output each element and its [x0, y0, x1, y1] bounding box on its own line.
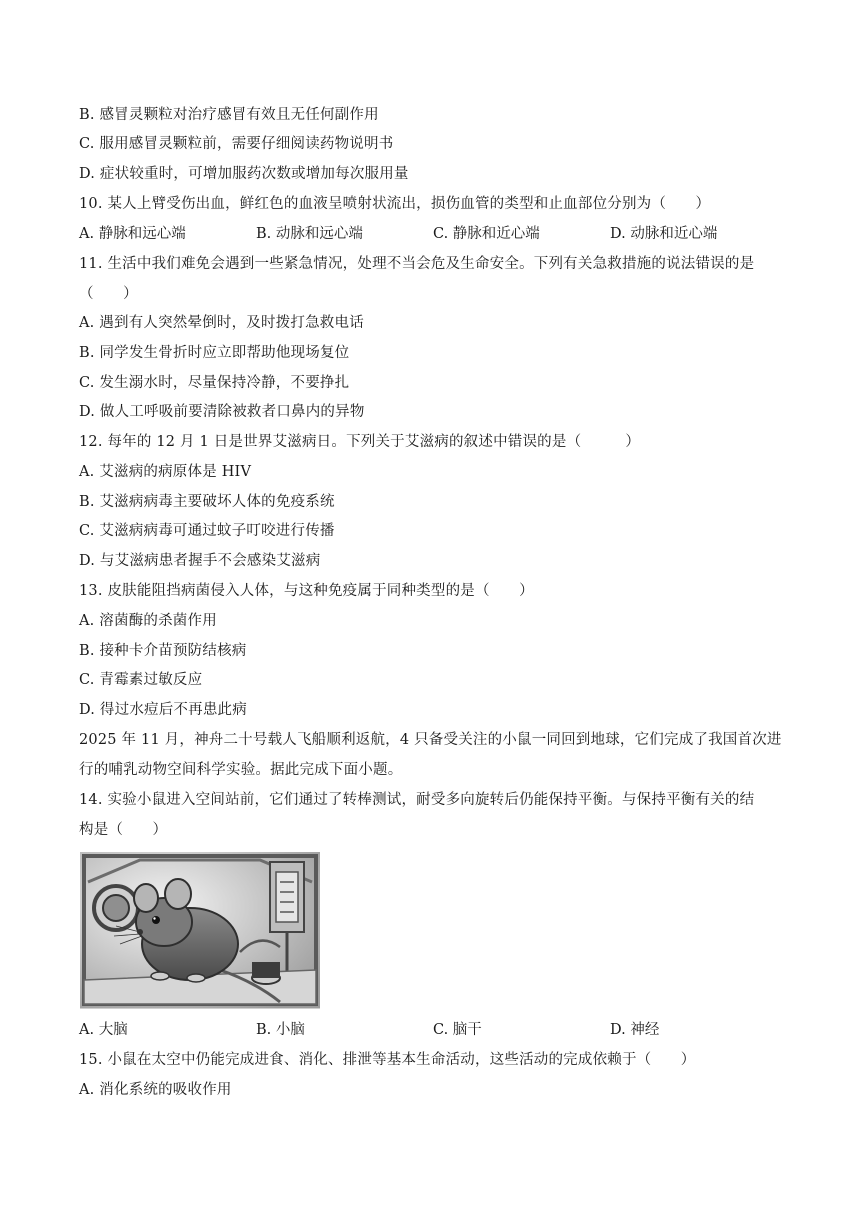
- passage-line-1: 2025 年 11 月，神舟二十号载人飞船顺利返航，4 只备受关注的小鼠一同回到地球，它们完成了我国首次进: [79, 732, 782, 748]
- q13-option-a: A. 溶菌酶的杀菌作用: [79, 613, 217, 629]
- q10-stem: 10. 某人上臂受伤出血，鲜红色的血液呈喷射状流出，损伤血管的类型和止血部位分别为（ ）: [79, 196, 711, 212]
- q11-stem-bracket: （ ）: [79, 286, 138, 302]
- q15-option-a: A. 消化系统的吸收作用: [79, 1082, 232, 1098]
- q11-option-c: C. 发生溺水时，尽量保持冷静，不要挣扎: [79, 375, 350, 391]
- q13-option-b: B. 接种卡介苗预防结核病: [79, 643, 247, 659]
- q10-option-a: A. 静脉和远心端: [79, 226, 186, 242]
- q12-option-a: A. 艾滋病的病原体是 HIV: [79, 464, 252, 480]
- q14-option-a: A. 大脑: [79, 1022, 128, 1038]
- q12-option-b: B. 艾滋病病毒主要破坏人体的免疫系统: [79, 494, 335, 510]
- q13-option-d: D. 得过水痘后不再患此病: [79, 702, 247, 718]
- q13-option-c: C. 青霉素过敏反应: [79, 672, 203, 688]
- q12-stem: 12. 每年的 12 月 1 日是世界艾滋病日。下列关于艾滋病的叙述中错误的是（ ）: [79, 434, 641, 450]
- mouse-in-space-station-image: [80, 852, 320, 1009]
- q9-option-d: D. 症状较重时，可增加服药次数或增加每次服用量: [79, 166, 409, 182]
- q14-option-b: B. 小脑: [256, 1022, 305, 1038]
- q14-option-d: D. 神经: [610, 1022, 660, 1038]
- passage-line-2: 行的哺乳动物空间科学实验。据此完成下面小题。: [79, 762, 403, 778]
- q14-option-c: C. 脑干: [433, 1022, 482, 1038]
- q11-stem: 11. 生活中我们难免会遇到一些紧急情况，处理不当会危及生命安全。下列有关急救措施的说法错误的是: [79, 256, 755, 272]
- q14-stem: 14. 实验小鼠进入空间站前，它们通过了转棒测试，耐受多向旋转后仍能保持平衡。与保持平衡有关的结: [79, 792, 755, 808]
- q12-option-c: C. 艾滋病病毒可通过蚊子叮咬进行传播: [79, 523, 335, 539]
- q14-stem-cont: 构是（ ）: [79, 822, 168, 838]
- q10-option-c: C. 静脉和近心端: [433, 226, 540, 242]
- q13-stem: 13. 皮肤能阻挡病菌侵入人体，与这种免疫属于同种类型的是（ ）: [79, 583, 534, 599]
- q9-option-b: B. 感冒灵颗粒对治疗感冒有效且无任何副作用: [79, 107, 379, 123]
- q11-option-d: D. 做人工呼吸前要清除被救者口鼻内的异物: [79, 404, 365, 420]
- q11-option-a: A. 遇到有人突然晕倒时，及时拨打急救电话: [79, 315, 364, 331]
- q11-option-b: B. 同学发生骨折时应立即帮助他现场复位: [79, 345, 350, 361]
- mouse-illustration: [80, 852, 320, 1008]
- q9-option-c: C. 服用感冒灵颗粒前，需要仔细阅读药物说明书: [79, 136, 394, 152]
- q15-stem: 15. 小鼠在太空中仍能完成进食、消化、排泄等基本生命活动，这些活动的完成依赖于（ ）: [79, 1052, 696, 1068]
- q10-option-d: D. 动脉和近心端: [610, 226, 718, 242]
- q10-option-b: B. 动脉和远心端: [256, 226, 363, 242]
- q12-option-d: D. 与艾滋病患者握手不会感染艾滋病: [79, 553, 321, 569]
